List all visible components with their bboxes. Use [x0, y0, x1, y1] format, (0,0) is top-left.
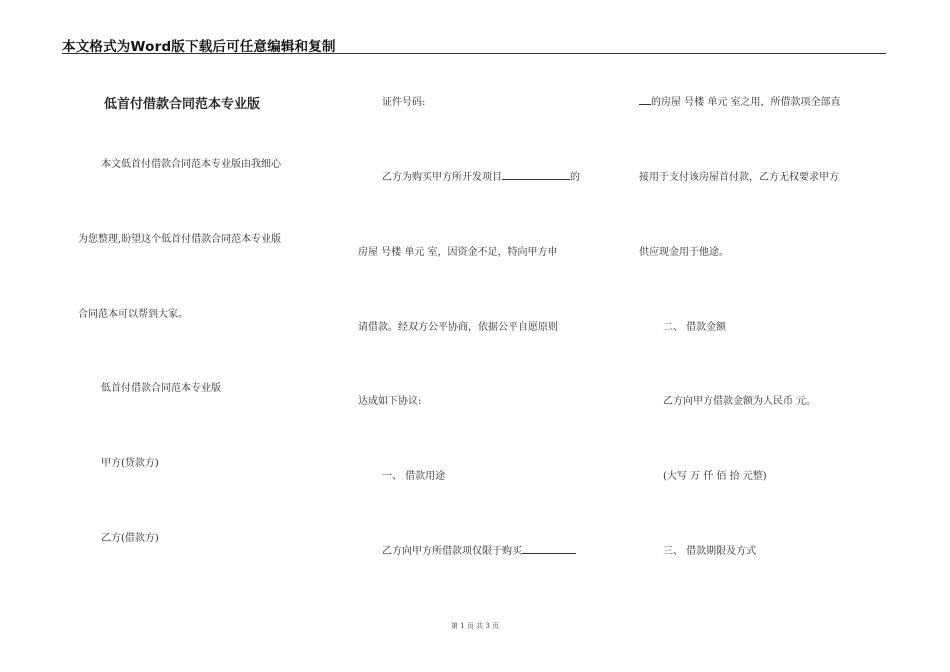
col2-line-2: 房屋 号楼 单元 室，因资金不足，特向甲方申	[358, 247, 558, 258]
col1-party-a: 甲方(贷款方)	[101, 458, 159, 469]
col3-line-4: 乙方向甲方借款金额为人民币 元。	[663, 396, 817, 407]
col1-line-3: 合同范本可以帮到大家。	[78, 309, 188, 320]
header-title: 本文格式为Word版下载后可任意编辑和复制	[62, 39, 336, 55]
blank-underline	[639, 95, 651, 105]
col2-line-1-suffix: 的	[570, 172, 580, 183]
blank-underline	[502, 170, 570, 180]
col3-line-2: 接用于支付该房屋首付款，乙方无权要求甲方	[639, 172, 839, 183]
col1-line-1: 本文低首付借款合同范本专业版由我细心	[101, 159, 281, 170]
col1-party-b: 乙方(借款方)	[101, 533, 159, 544]
col3-line-3: 供应现金用于他途。	[639, 247, 729, 258]
col3-line-1	[639, 93, 841, 108]
col1-line-4: 低首付借款合同范本专业版	[101, 383, 221, 394]
col3-line-1-text: 的房屋 号楼 单元 室之用，所借款项全部直	[651, 97, 841, 108]
col3-section-2: 二、 借款金额	[663, 322, 727, 333]
col1-line-2: 为您整理,盼望这个低首付借款合同范本专业版	[78, 234, 282, 245]
col2-id-label: 证件号码:	[382, 97, 426, 108]
blank-underline	[522, 544, 576, 554]
col3-section-3: 三、 借款期限及方式	[663, 546, 757, 557]
col2-line-5-text: 乙方向甲方所借款项仅限于购买	[382, 546, 522, 557]
col2-line-5	[382, 542, 576, 557]
document-title: 低首付借款合同范本专业版	[104, 97, 261, 112]
col3-line-5: (大写 万 仟 佰 拾 元整)	[663, 471, 767, 482]
col2-line-1-text: 乙方为购买甲方所开发项目	[382, 172, 502, 183]
col2-section-1: 一、 借款用途	[382, 471, 446, 482]
col2-line-3: 请借款。经双方公平协商，依据公平自愿原则	[358, 322, 558, 333]
header-divider	[62, 53, 886, 54]
page-footer: 第 1 页 共 3 页	[450, 622, 500, 630]
col2-line-4: 达成如下协议:	[358, 396, 422, 407]
col2-line-1	[382, 168, 580, 183]
